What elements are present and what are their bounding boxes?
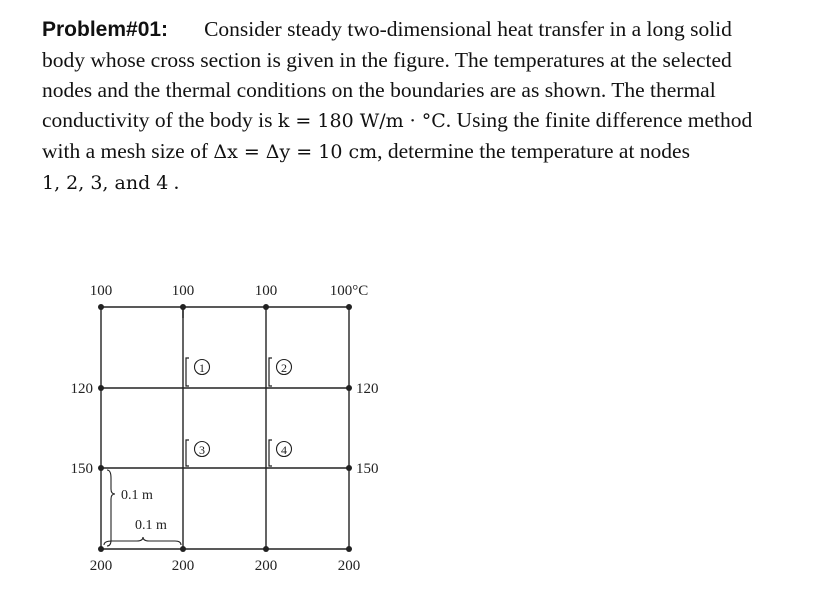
node-number: 2 [281,361,287,375]
node-dot [98,465,104,471]
top-label: 100 [254,283,278,299]
interior-node-2 [269,358,292,386]
node-dot [98,304,104,310]
node-bracket [269,440,272,466]
conductivity-expression: k = 180 W/m · °C [277,110,446,132]
node-dot [346,385,352,391]
mesh-grid [101,307,349,549]
vertical-brace [107,470,115,546]
left-label: 120 [70,381,93,397]
node-dot [263,304,269,310]
top-label: 100 [171,283,195,299]
node-dot [98,385,104,391]
dim-vertical-label: 0.1 m [121,488,153,503]
problem-text-4a: conductivity of the body is [42,108,278,132]
bottom-label: 200 [337,558,361,574]
node-number: 1 [199,361,205,375]
interior-node-3 [186,440,210,466]
problem-text-5a: with a mesh size of [42,139,214,163]
node-number: 3 [199,443,205,457]
boundary-nodes [98,304,352,552]
problem-text-6b: . [168,170,180,194]
problem-line-3: nodes and the thermal conditions on the boundaries are as shown. The thermal [42,78,716,102]
dim-horizontal-label: 0.1 m [135,518,167,533]
left-label: 150 [70,461,93,477]
right-label: 120 [356,381,379,397]
right-label: 150 [356,461,379,477]
problem-text-4b: . Using the finite difference method [445,108,753,132]
node-dot [180,546,186,552]
node-dot [263,546,269,552]
problem-text-1: Consider steady two-dimensional heat transfer in a long solid [204,17,732,41]
node-bracket [269,358,272,386]
bottom-label: 200 [171,558,195,574]
nodes-expression: 1, 2, 3, and 4 [42,172,169,194]
bottom-label: 200 [254,558,278,574]
node-bracket [186,358,189,386]
horizontal-brace [104,537,181,545]
node-dot [98,546,104,552]
node-number: 4 [281,443,287,457]
interior-node-1 [186,358,210,386]
node-dot [346,465,352,471]
node-dot [346,546,352,552]
bottom-label: 200 [89,558,113,574]
problem-text-5b: , determine the temperature at nodes [377,139,690,163]
top-label: 100°C [329,283,369,299]
node-dot [346,304,352,310]
node-bracket [186,440,189,466]
mesh-size-expression: Δx = Δy = 10 cm [213,141,378,163]
problem-line-2: body whose cross section is given in the figure. The temperatures at the selected [42,48,732,72]
dimension-markers [104,470,181,546]
top-label: 100 [89,283,113,299]
interior-node-4 [269,440,292,466]
problem-label: Problem#01: [42,18,169,41]
